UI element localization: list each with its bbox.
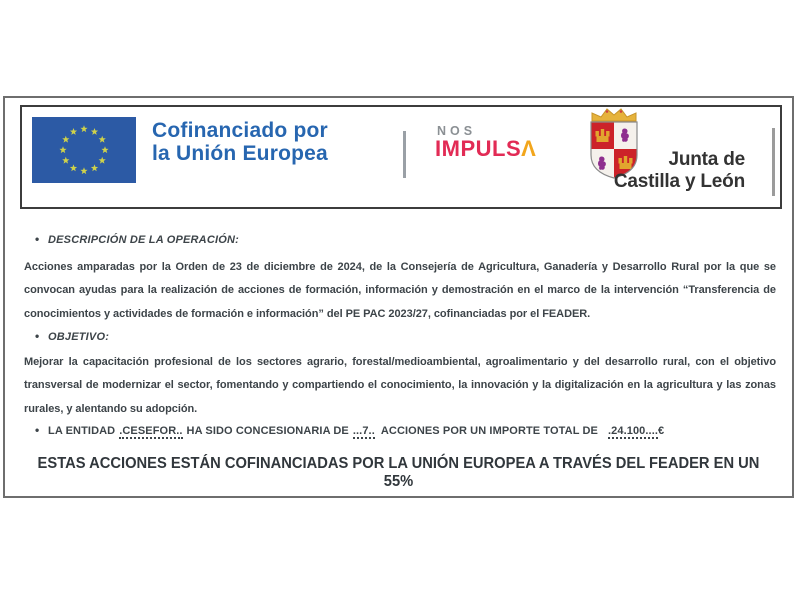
eu-cofinance-label: [152, 119, 328, 165]
nos-impulsa-top-label: NOS: [437, 124, 477, 138]
logo-header-strip: [20, 105, 782, 209]
entity-name-filled-blank: .CESEFOR..: [119, 425, 183, 437]
entity-middle-text: HA SIDO CONCESIONARIA DE: [186, 425, 349, 437]
section-body-objetivo: Mejorar la capacitación profesional de los sectores agrario, forestal/medioambiental, agroalimentario y del desarrollo rural, con el objetivo transversal de modernizar el sector, fomentando y compartiendo el conocimiento, la innovación y la digitalización en la agricultura y las zonas rurales, y alentando su adopción.: [24, 356, 776, 415]
actions-count-filled-blank: ...7..: [352, 425, 375, 437]
bullet-icon: •: [35, 232, 40, 246]
bullet-icon: •: [35, 423, 40, 437]
bullet-icon: •: [35, 329, 40, 343]
section-heading-text: DESCRIPCIÓN DE LA OPERACIÓN:: [48, 234, 239, 246]
junta-castilla-leon-label: [575, 149, 745, 193]
section-heading-text: OBJETIVO:: [48, 331, 110, 343]
section-heading-descripcion: [35, 232, 239, 246]
feader-cofinance-statement: ESTAS ACCIONES ESTÁN COFINANCIADAS POR LA UNIÓN EUROPEA A TRAVÉS DEL FEADER EN UN 55%: [37, 455, 760, 490]
entity-after-count-text: ACCIONES POR UN IMPORTE TOTAL DE: [380, 425, 598, 437]
impulsa-wordmark: IMPULS: [435, 136, 522, 161]
amount-filled-blank: .24.100....: [607, 425, 659, 437]
section-heading-objetivo: [35, 329, 109, 343]
header-divider-left: [403, 131, 406, 178]
entity-prefix: LA ENTIDAD: [48, 425, 116, 437]
eu-cofinance-line2: la Unión Europea: [152, 142, 328, 165]
eu-flag-icon: [32, 117, 136, 183]
entity-concession-line: [35, 423, 664, 437]
junta-line2: Castilla y León: [613, 171, 745, 192]
impulsa-caret-icon: Λ: [521, 136, 537, 161]
junta-line1: Junta de: [668, 149, 745, 170]
nos-impulsa-logo: [435, 124, 536, 160]
document-border-frame: [3, 96, 794, 498]
euro-sign: €: [658, 425, 665, 437]
section-body-descripcion: Acciones amparadas por la Orden de 23 de diciembre de 2024, de la Consejería de Agricultura, Ganadería y Desarrollo Rural por la que se convocan ayudas para la realización de acciones de formación, información y demostración en el marco de la intervención “Transferencia de conocimientos y actividades de formación e información” del PE PAC 2023/27, cofinanciadas por el FEADER.: [24, 261, 776, 320]
eu-cofinance-line1: Cofinanciado por: [152, 119, 328, 142]
header-divider-right: [772, 128, 775, 196]
nos-impulsa-main-label: [435, 138, 536, 160]
